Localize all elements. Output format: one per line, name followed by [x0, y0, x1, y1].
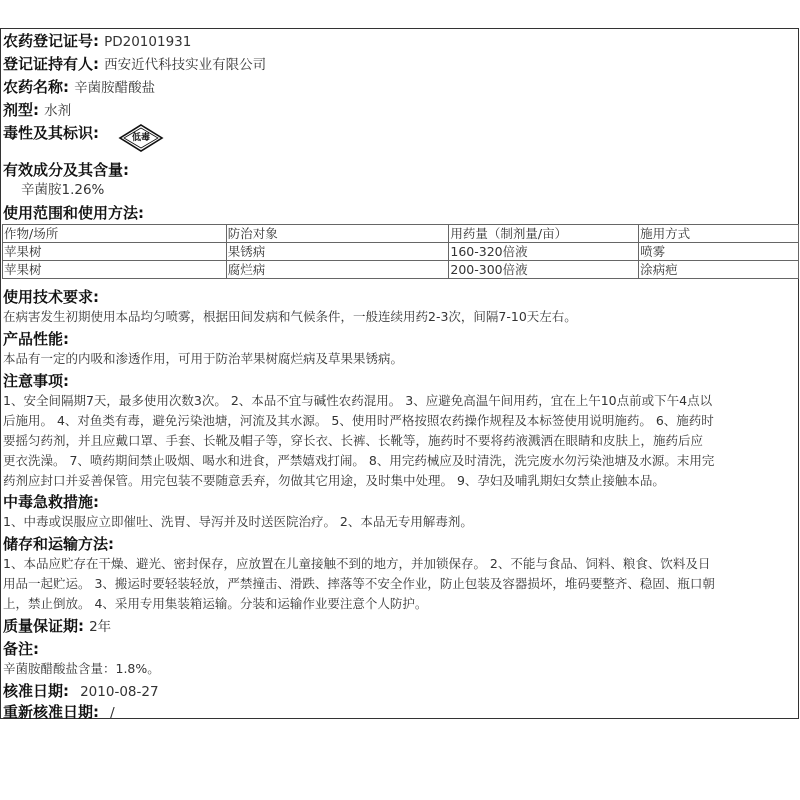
- usage-table-header: [3, 225, 799, 243]
- approval-date-value: 2010-08-27: [80, 684, 159, 700]
- cell-target: 腐烂病: [226, 261, 449, 279]
- cell-crop: 苹果树: [3, 261, 227, 279]
- cert-no-label: 农药登记证号:: [3, 32, 99, 50]
- precautions-line: 后施用。 4、对鱼类有毒，避免污染池塘，河流及其水源。 5、使用时严格按照农药操作规程及本标签使用说明施药。 6、施药时: [3, 413, 714, 428]
- low-toxicity-diamond-icon: [118, 123, 164, 153]
- header-crop: 作物/场所: [3, 225, 227, 243]
- toxicity-row: [3, 123, 99, 143]
- cell-target: 果锈病: [226, 243, 449, 261]
- precautions-line: 要摇匀药剂，并且应戴口罩、手套、长靴及帽子等，穿长衣、长裤、长靴等，施药时不要将药液溅洒在眼睛和皮肤上，施药后应: [3, 433, 704, 448]
- ingredient-label: 有效成分及其含量:: [3, 161, 129, 179]
- header-dosage: 用药量（制剂量/亩）: [449, 225, 639, 243]
- table-row: [3, 261, 799, 279]
- performance-text: 本品有一定的内吸和渗透作用，可用于防治苹果树腐烂病及草果果锈病。: [3, 351, 404, 366]
- remarks-text: 辛菌胺醋酸盐含量：1.8%。: [3, 661, 160, 676]
- storage-label: 储存和运输方法:: [3, 535, 114, 553]
- form-label: 剂型:: [3, 101, 39, 119]
- name-row: [3, 77, 155, 98]
- header-method: 施用方式: [639, 225, 799, 243]
- precautions-label: 注意事项:: [3, 372, 69, 390]
- holder-label: 登记证持有人:: [3, 55, 99, 73]
- form-value: 水剂: [44, 103, 72, 119]
- approval-date-label: 核准日期:: [3, 682, 69, 700]
- precautions-line: 1、安全间隔期7天，最多使用次数3次。 2、本品不宜与碱性农药混用。 3、应避免高温午间用药，宜在上午10点前或下午4点以: [3, 393, 713, 408]
- technique-text: 在病害发生初期使用本品均匀喷雾，根据田间发病和气候条件，一般连续用药2-3次，间隔7-10天左右。: [3, 309, 577, 324]
- reapproval-date-value: /: [110, 705, 115, 721]
- holder-value: 西安近代科技实业有限公司: [104, 57, 267, 73]
- reapproval-date-row: [3, 702, 115, 723]
- technique-label: 使用技术要求:: [3, 288, 99, 306]
- cert-no-row: [3, 31, 191, 52]
- cell-dosage: 200-300倍液: [449, 261, 639, 279]
- cert-no-value: PD20101931: [104, 34, 192, 50]
- first-aid-label: 中毒急救措施:: [3, 493, 99, 511]
- approval-date-row: [3, 681, 159, 702]
- usage-table: [2, 224, 799, 279]
- cell-dosage: 160-320倍液: [449, 243, 639, 261]
- performance-label: 产品性能:: [3, 330, 69, 348]
- holder-row: [3, 54, 266, 75]
- cell-method: 涂病疤: [639, 261, 799, 279]
- cell-method: 喷雾: [639, 243, 799, 261]
- remarks-label: 备注:: [3, 640, 39, 658]
- storage-line: 1、本品应贮存在干燥、避光、密封保存，应放置在儿童接触不到的地方，并加锁保存。 2、不能与食品、饲料、粮食、饮料及日: [3, 556, 711, 571]
- precautions-line: 更衣洗澡。 7、喷药期间禁止吸烟、喝水和进食，严禁嬉戏打闹。 8、用完药械应及时清洗，洗完废水勿污染池塘及水源。末用完: [3, 453, 715, 468]
- toxicity-label: 毒性及其标识:: [3, 124, 99, 142]
- precautions-line: 药剂应封口并妥善保管。用完包装不要随意丢弃，勿做其它用途，及时集中处理。 9、孕妇及哺乳期妇女禁止接触本品。: [3, 473, 665, 488]
- storage-line: 用品一起贮运。 3、搬运时要轻装轻放，严禁撞击、滑跌、摔落等不安全作业，防止包装及容器损坏，堆码要整齐、稳固、瓶口朝: [3, 576, 715, 591]
- name-value: 辛菌胺醋酸盐: [74, 80, 156, 96]
- reapproval-date-label: 重新核准日期:: [3, 703, 99, 721]
- cell-crop: 苹果树: [3, 243, 227, 261]
- toxicity-badge-text: 低毒: [131, 133, 150, 143]
- warranty-value: 2年: [89, 619, 112, 635]
- storage-line: 上，禁止倒放。 4、采用专用集装箱运输。分装和运输作业要注意个人防护。: [3, 596, 428, 611]
- usage-label: 使用范围和使用方法:: [3, 204, 144, 222]
- warranty-label: 质量保证期:: [3, 617, 84, 635]
- form-row: [3, 100, 71, 121]
- ingredient-value: 辛菌胺1.26%: [21, 182, 105, 198]
- pesticide-label-document: [0, 28, 799, 719]
- warranty-row: [3, 616, 111, 637]
- first-aid-text: 1、中毒或误服应立即催吐、洗胃、导泻并及时送医院治疗。 2、本品无专用解毒剂。: [3, 514, 473, 529]
- header-target: 防治对象: [226, 225, 449, 243]
- name-label: 农药名称:: [3, 78, 69, 96]
- table-row: [3, 243, 799, 261]
